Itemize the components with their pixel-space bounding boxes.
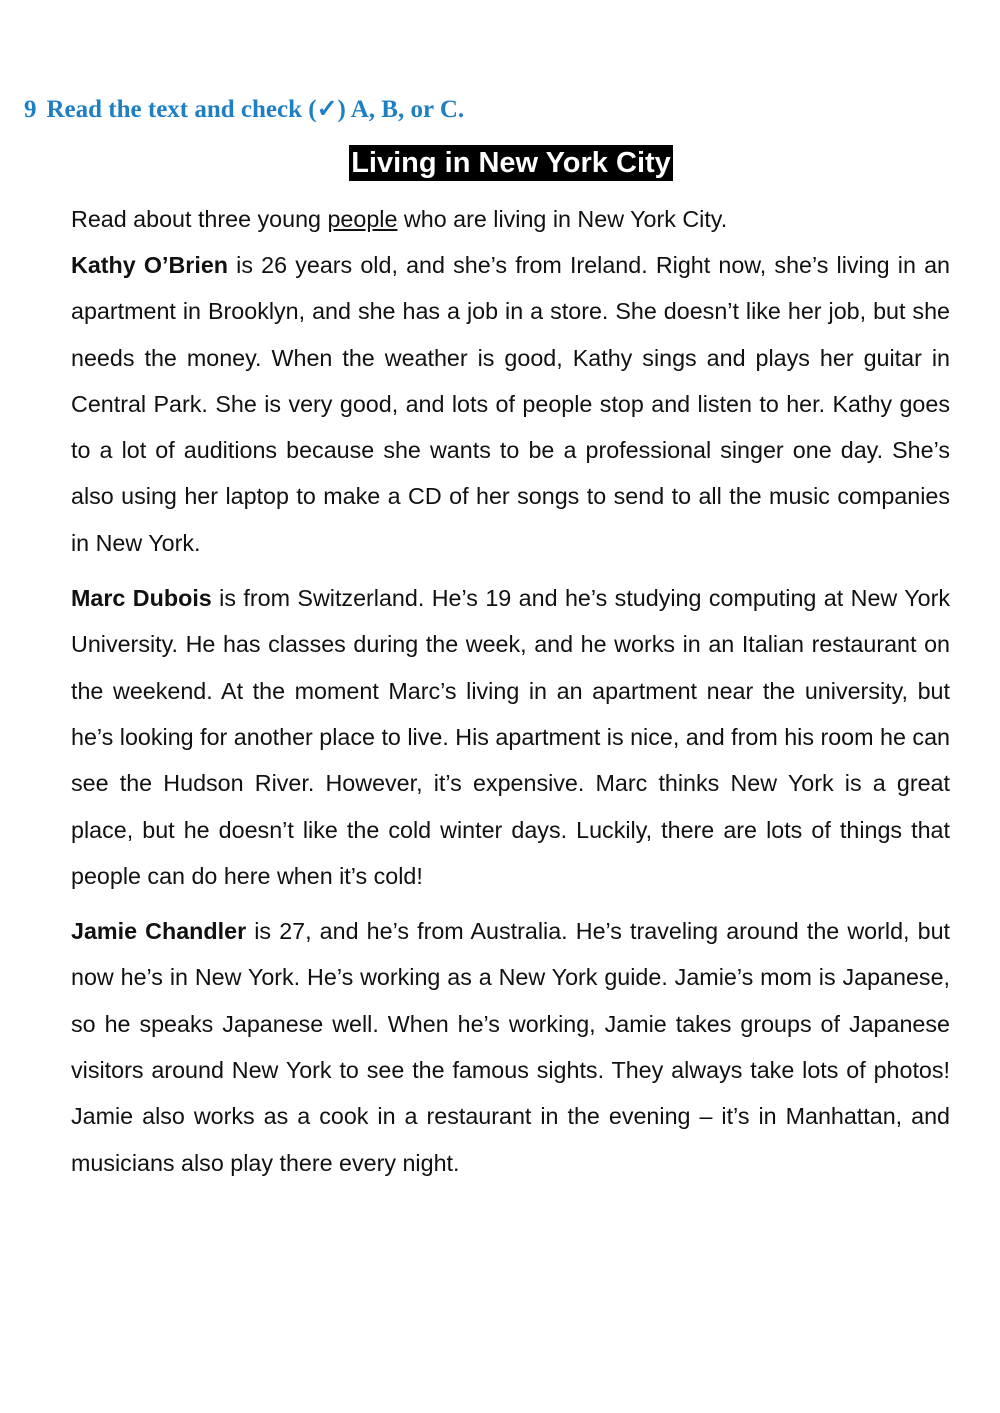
- title-container: [0, 145, 1000, 181]
- paragraph-text-kathy: is 26 years old, and she’s from Ireland. Right now, she’s living in an apartment in Brooklyn, and she has a job in a store. She doesn’t like her job, but she needs the money. When the weather is good, Kathy sings and plays her guitar in Central Park. She is very good, and lots of people stop and listen to her. Kathy goes to a lot of auditions because she wants to be a professional singer one day. She’s also using her laptop to make a CD of her songs to send to all the music companies in New York.: [71, 252, 950, 556]
- intro-line: [71, 197, 950, 242]
- page-title: Living in New York City: [351, 147, 671, 179]
- person-name-jamie: Jamie Chandler: [71, 918, 247, 945]
- intro-after: who are living in New York City.: [397, 206, 728, 232]
- reading-text: [71, 197, 950, 1186]
- paragraph-jamie: [71, 908, 950, 1186]
- paragraph-text-marc: is from Switzerland. He’s 19 and he’s studying computing at New York University. He has classes during the week, and he works in an Italian restaurant on the weekend. At the moment Marc’s living in an apartment near the university, but he’s looking for another place to live. His apartment is nice, and from his room he can see the Hudson River. However, it’s expensive. Marc thinks New York is a great place, but he doesn’t like the cold winter days. Luckily, there are lots of things that people can do here when it’s cold!: [71, 585, 950, 889]
- exercise-number: 9: [24, 96, 37, 123]
- exercise-heading: [24, 94, 464, 124]
- paragraph-text-jamie: is 27, and he’s from Australia. He’s traveling around the world, but now he’s in New York. He’s working as a New York guide. Jamie’s mom is Japanese, so he speaks Japanese well. When he’s working, Jamie takes groups of Japanese visitors around New York to see the famous sights. They always take lots of photos! Jamie also works as a cook in a restaurant in the evening – it’s in Manhattan, and musicians also play there every night.: [71, 918, 951, 1176]
- intro-underlined-word: people: [327, 206, 398, 232]
- exercise-instruction: Read the text and check (✓) A, B, or C.: [46, 96, 465, 123]
- paragraph-marc: [71, 575, 950, 899]
- intro-before: Read about three young: [71, 206, 328, 232]
- person-name-marc: Marc Dubois: [71, 585, 212, 612]
- person-name-kathy: Kathy O’Brien: [71, 252, 229, 278]
- paragraph-kathy: [71, 242, 950, 566]
